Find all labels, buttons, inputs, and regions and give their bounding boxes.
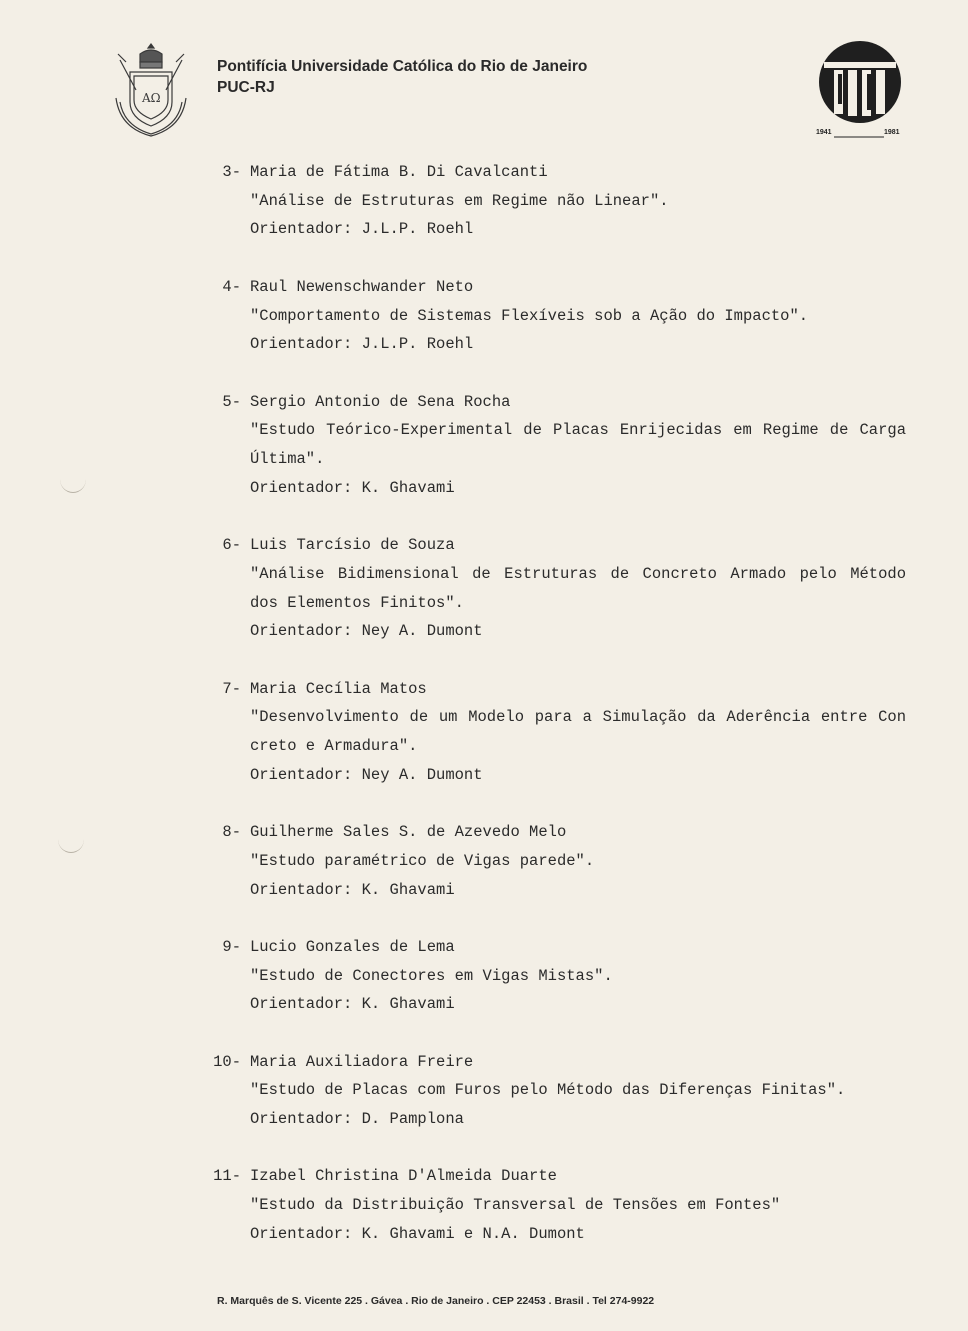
list-item <box>0 933 968 1019</box>
list-item <box>0 675 968 790</box>
item-number: 4- <box>222 277 241 296</box>
list-item <box>0 531 968 646</box>
item-advisor: Orientador: K. Ghavami <box>250 995 455 1014</box>
item-advisor: Orientador: K. Ghavami <box>250 478 455 497</box>
list-item <box>0 158 968 244</box>
anniversary-end-year: 1981 <box>884 129 900 136</box>
item-advisor: Orientador: Ney A. Dumont <box>250 765 483 784</box>
item-author: Luis Tarcísio de Souza <box>250 536 455 555</box>
svg-text:AΩ: AΩ <box>142 91 161 105</box>
item-number: 8- <box>222 823 241 842</box>
anniversary-logo <box>812 40 908 144</box>
item-author: Maria Cecília Matos <box>250 679 427 698</box>
item-advisor: Orientador: Ney A. Dumont <box>250 622 483 641</box>
item-title: "Comportamento de Sistemas Flexíveis sob a Ação do Impacto". <box>250 306 809 325</box>
item-advisor: Orientador: J.L.P. Roehl <box>250 335 474 354</box>
institution-abbreviation: PUC-RJ <box>217 79 275 96</box>
item-advisor: Orientador: D. Pamplona <box>250 1110 464 1129</box>
item-author: Guilherme Sales S. de Azevedo Melo <box>250 823 567 842</box>
item-title: "Análise de Estruturas em Regime não Linear". <box>250 191 669 210</box>
list-item <box>0 1162 968 1248</box>
item-number: 10- <box>213 1052 241 1071</box>
item-number: 6- <box>222 536 241 555</box>
item-author: Raul Newenschwander Neto <box>250 277 474 296</box>
item-title: "Desenvolvimento de um Modelo para a Simulação da Aderência entre Con creto e Armadura". <box>250 708 906 755</box>
item-title: "Estudo de Conectores em Vigas Mistas". <box>250 966 613 985</box>
item-number: 11- <box>213 1167 241 1186</box>
anniversary-start-year: 1941 <box>816 129 832 136</box>
item-title: "Análise Bidimensional de Estruturas de Concreto Armado pelo Método dos Elementos Finitos". <box>250 564 906 612</box>
list-item <box>0 1048 968 1134</box>
list-item <box>0 273 968 359</box>
item-advisor: Orientador: K. Ghavami e N.A. Dumont <box>250 1224 585 1243</box>
item-author: Lucio Gonzales de Lema <box>250 937 455 956</box>
list-item <box>0 818 968 904</box>
item-author: Maria Auxiliadora Freire <box>250 1052 474 1071</box>
list-item <box>0 388 968 503</box>
item-title: "Estudo da Distribuição Transversal de Tensões em Fontes" <box>250 1196 781 1215</box>
footer-address: R. Marquês de S. Vicente 225 . Gávea . Rio de Janeiro . CEP 22453 . Brasil . Tel 274-9922 <box>217 1295 655 1307</box>
letterhead <box>217 56 587 98</box>
anniversary-emblem-icon <box>812 40 908 128</box>
item-author: Sergio Antonio de Sena Rocha <box>250 392 511 411</box>
item-advisor: Orientador: J.L.P. Roehl <box>250 220 474 239</box>
university-crest-icon <box>112 40 190 140</box>
anniversary-line <box>834 136 884 138</box>
item-title: "Estudo de Placas com Furos pelo Método das Diferenças Finitas". <box>250 1081 846 1100</box>
item-author: Izabel Christina D'Almeida Duarte <box>250 1167 557 1186</box>
item-advisor: Orientador: K. Ghavami <box>250 880 455 899</box>
item-title: "Estudo Teórico-Experimental de Placas Enrijecidas em Regime de Carga Última". <box>250 421 906 468</box>
item-title: "Estudo paramétrico de Vigas parede". <box>250 851 595 870</box>
item-number: 9- <box>222 937 241 956</box>
item-number: 5- <box>222 392 241 411</box>
institution-name: Pontifícia Universidade Católica do Rio de Janeiro <box>217 58 588 75</box>
item-author: Maria de Fátima B. Di Cavalcanti <box>250 163 548 181</box>
item-number: 7- <box>222 679 241 698</box>
item-number: 3- <box>222 163 241 181</box>
thesis-list <box>0 158 968 1249</box>
